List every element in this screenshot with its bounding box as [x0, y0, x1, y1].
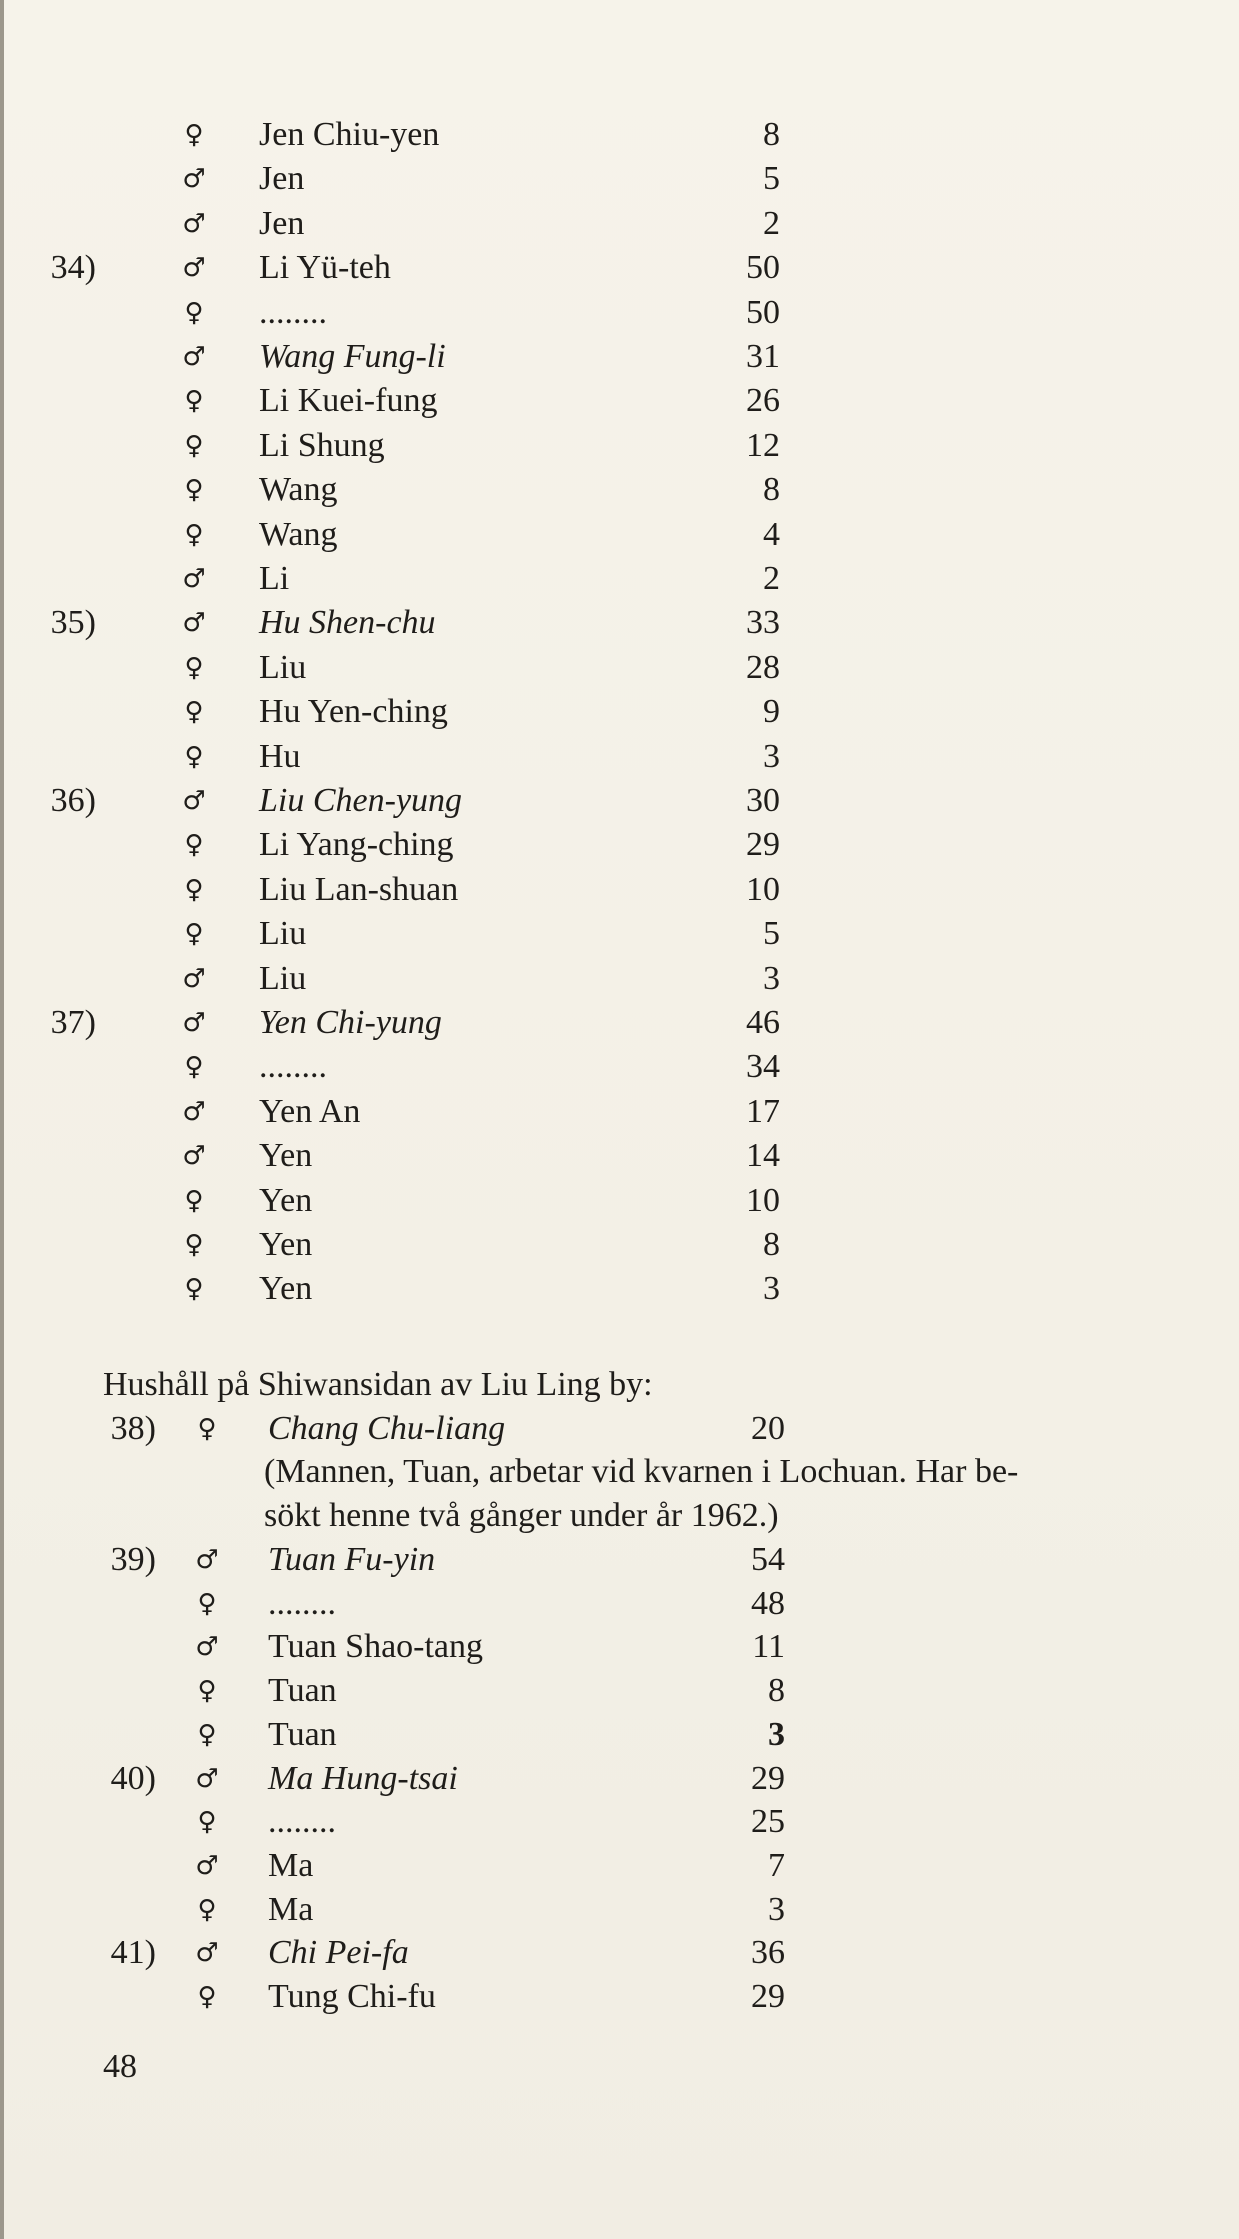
- note-line-2: sökt henne två gånger under år 1962.): [264, 1497, 779, 1534]
- member-name: ........: [268, 1584, 336, 1622]
- member-name: Hu: [259, 737, 301, 775]
- household-number: 41): [110, 1934, 156, 1972]
- member-age: 8: [763, 116, 780, 153]
- member-age: 12: [746, 426, 780, 464]
- list-item: [0, 557, 1239, 601]
- member-name: Yen An: [259, 1092, 361, 1130]
- member-age: 14: [746, 1137, 780, 1175]
- page-number: 48: [103, 2048, 137, 2085]
- member-age: 50: [746, 249, 780, 287]
- member-age: 5: [763, 915, 780, 953]
- member-name: Yen: [259, 1181, 313, 1219]
- member-name: Li Shung: [259, 426, 385, 464]
- list-item: [0, 601, 1239, 645]
- female-symbol-icon: ♀: [184, 1274, 204, 1305]
- list-item: [0, 1800, 1239, 1844]
- member-age: 3: [763, 959, 780, 997]
- list-item: [0, 1888, 1239, 1932]
- member-age: 10: [746, 870, 780, 908]
- list-item: [0, 1090, 1239, 1134]
- member-age: 2: [763, 204, 780, 242]
- member-name: Liu: [259, 648, 307, 686]
- member-age: 28: [746, 648, 780, 686]
- male-symbol-icon: ♂: [182, 963, 206, 994]
- member-age: 9: [763, 693, 780, 731]
- member-name: Chi Pei-fa: [268, 1934, 409, 1972]
- member-age: 29: [746, 826, 780, 864]
- list-item: [0, 468, 1239, 512]
- member-age: 29: [751, 1759, 785, 1797]
- member-name: ........: [259, 293, 327, 331]
- list-item: [0, 113, 1239, 157]
- household-number: 37): [50, 1004, 96, 1041]
- male-symbol-icon: ♂: [182, 1008, 206, 1038]
- member-age: 3: [763, 737, 780, 775]
- female-symbol-icon: ♀: [197, 1894, 217, 1925]
- member-age: 7: [768, 1846, 785, 1884]
- female-symbol-icon: ♀: [184, 741, 204, 772]
- member-name: Wang: [259, 515, 338, 553]
- member-age: 25: [751, 1803, 785, 1841]
- member-name: Ma Hung-tsai: [268, 1759, 458, 1797]
- member-age: 3: [763, 1270, 780, 1308]
- female-symbol-icon: ♀: [184, 1230, 204, 1260]
- list-item: [0, 1931, 1239, 1975]
- list-item: [0, 957, 1239, 1001]
- member-age: 26: [746, 382, 780, 420]
- member-name: Li Yang-ching: [259, 826, 454, 864]
- member-age: 3: [768, 1715, 785, 1753]
- male-symbol-icon: ♂: [182, 564, 206, 594]
- member-age: 8: [768, 1672, 785, 1710]
- member-age: 2: [763, 560, 780, 597]
- female-symbol-icon: ♀: [184, 1052, 204, 1083]
- member-age: 8: [763, 471, 780, 509]
- list-item: [0, 1223, 1239, 1267]
- member-name: Tuan: [268, 1715, 337, 1753]
- member-age: 4: [763, 515, 780, 553]
- member-age: 10: [746, 1181, 780, 1219]
- female-symbol-icon: ♀: [197, 1676, 217, 1707]
- member-age: 31: [746, 338, 780, 375]
- household-number: 40): [110, 1759, 156, 1797]
- male-symbol-icon: ♂: [182, 208, 206, 239]
- member-name: Jen: [259, 160, 305, 198]
- list-item: [0, 513, 1239, 557]
- list-item: [0, 291, 1239, 335]
- member-name: Jen: [259, 204, 305, 242]
- member-name: Yen Chi-yung: [259, 1004, 442, 1041]
- male-symbol-icon: ♂: [182, 342, 206, 372]
- member-name: Ma: [268, 1890, 314, 1928]
- member-name: Li Yü-teh: [259, 249, 391, 287]
- female-symbol-icon: ♀: [184, 697, 204, 728]
- list-item: [0, 1844, 1239, 1888]
- member-age: 33: [746, 604, 780, 642]
- male-symbol-icon: ♂: [182, 253, 206, 284]
- list-item: [0, 868, 1239, 912]
- female-symbol-icon: ♀: [197, 1807, 217, 1838]
- member-age: 20: [751, 1410, 785, 1447]
- female-symbol-icon: ♀: [184, 386, 204, 417]
- household-number: 34): [50, 249, 96, 287]
- member-name: Liu Lan-shuan: [259, 870, 459, 908]
- household-number: 35): [50, 604, 96, 642]
- list-item: [0, 1625, 1239, 1669]
- member-name: Li: [259, 560, 290, 597]
- household-number: 38): [110, 1410, 156, 1447]
- female-symbol-icon: ♀: [184, 1185, 204, 1216]
- female-symbol-icon: ♀: [184, 652, 204, 683]
- member-age: 3: [768, 1890, 785, 1928]
- member-name: Wang: [259, 471, 338, 509]
- female-symbol-icon: ♀: [197, 1588, 217, 1619]
- list-item: [0, 779, 1239, 823]
- member-name: ........: [259, 1048, 327, 1086]
- male-symbol-icon: ♂: [195, 1850, 219, 1881]
- female-symbol-icon: ♀: [184, 430, 204, 461]
- female-symbol-icon: ♀: [184, 475, 204, 506]
- member-name: Jen Chiu-yen: [259, 116, 440, 153]
- female-symbol-icon: ♀: [184, 519, 204, 550]
- female-symbol-icon: ♀: [197, 1414, 217, 1444]
- list-item: [0, 1669, 1239, 1713]
- list-item: [0, 202, 1239, 246]
- list-item: [0, 690, 1239, 734]
- member-name: Yen: [259, 1137, 313, 1175]
- member-age: 34: [746, 1048, 780, 1086]
- member-name: Yen: [259, 1270, 313, 1308]
- female-symbol-icon: ♀: [197, 1719, 217, 1750]
- member-age: 29: [751, 1978, 785, 2015]
- member-age: 50: [746, 293, 780, 331]
- list-item: [0, 1407, 1239, 1451]
- female-symbol-icon: ♀: [184, 830, 204, 861]
- male-symbol-icon: ♂: [195, 1545, 219, 1575]
- female-symbol-icon: ♀: [197, 1982, 217, 2012]
- member-age: 11: [752, 1628, 785, 1666]
- female-symbol-icon: ♀: [184, 297, 204, 328]
- member-age: 8: [763, 1226, 780, 1263]
- list-item: [0, 1267, 1239, 1311]
- member-age: 48: [751, 1584, 785, 1622]
- member-age: 5: [763, 160, 780, 198]
- list-item: [0, 1179, 1239, 1223]
- list-item: [0, 424, 1239, 468]
- member-name: Li Kuei-fung: [259, 382, 438, 420]
- household-number: 39): [110, 1541, 156, 1578]
- member-name: Liu: [259, 959, 307, 997]
- member-name: Yen: [259, 1226, 313, 1263]
- member-age: 46: [746, 1004, 780, 1041]
- note-line-1: (Mannen, Tuan, arbetar vid kvarnen i Lochuan. Har be-: [264, 1453, 1019, 1490]
- list-item: [0, 157, 1239, 201]
- list-item: [0, 246, 1239, 290]
- household-number: 36): [50, 782, 96, 819]
- female-symbol-icon: ♀: [184, 120, 204, 150]
- list-item: [0, 1713, 1239, 1757]
- member-name: Hu Shen-chu: [259, 604, 436, 642]
- male-symbol-icon: ♂: [195, 1632, 219, 1663]
- member-name: Liu Chen-yung: [259, 782, 463, 819]
- member-age: 36: [751, 1934, 785, 1972]
- male-symbol-icon: ♂: [182, 164, 206, 195]
- list-item: [0, 1538, 1239, 1582]
- member-age: 17: [746, 1092, 780, 1130]
- male-symbol-icon: ♂: [182, 786, 206, 816]
- female-symbol-icon: ♀: [184, 874, 204, 905]
- list-item: [0, 912, 1239, 956]
- male-symbol-icon: ♂: [182, 1141, 206, 1172]
- female-symbol-icon: ♀: [184, 919, 204, 950]
- list-item: [0, 823, 1239, 867]
- member-name: Tuan Shao-tang: [268, 1628, 484, 1666]
- member-name: Tung Chi-fu: [268, 1978, 436, 2015]
- male-symbol-icon: ♂: [195, 1938, 219, 1969]
- member-name: Hu Yen-ching: [259, 693, 448, 731]
- member-name: Tuan: [268, 1672, 337, 1710]
- list-item: [0, 1582, 1239, 1626]
- list-item: [0, 1757, 1239, 1801]
- male-symbol-icon: ♂: [195, 1763, 219, 1794]
- list-item: [0, 1045, 1239, 1089]
- male-symbol-icon: ♂: [182, 608, 206, 639]
- list-item: [0, 1975, 1239, 2019]
- member-name: Ma: [268, 1846, 314, 1884]
- list-item: [0, 379, 1239, 423]
- list-item: [0, 735, 1239, 779]
- list-item: [0, 1134, 1239, 1178]
- member-age: 30: [746, 782, 780, 819]
- member-age: 54: [751, 1541, 785, 1578]
- list-item: [0, 646, 1239, 690]
- member-name: Tuan Fu-yin: [268, 1541, 436, 1578]
- section-heading: Hushåll på Shiwansidan av Liu Ling by:: [103, 1366, 653, 1403]
- member-name: Wang Fung-li: [259, 338, 446, 375]
- list-item: [0, 1001, 1239, 1045]
- member-name: Liu: [259, 915, 307, 953]
- male-symbol-icon: ♂: [182, 1096, 206, 1127]
- member-name: ........: [268, 1803, 336, 1841]
- member-name: Chang Chu-liang: [268, 1410, 506, 1447]
- list-item: [0, 335, 1239, 379]
